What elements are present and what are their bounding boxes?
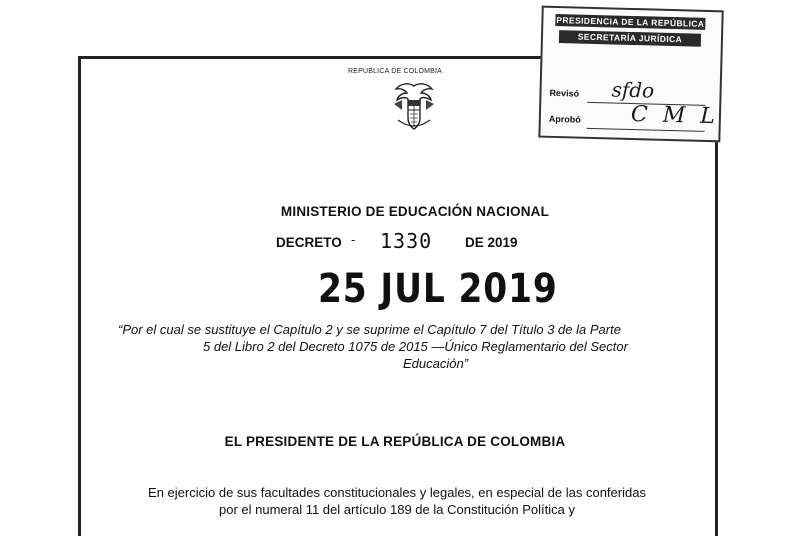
subtitle-line: Educación” — [403, 356, 469, 371]
stamp-header-line1: PRESIDENCIA DE LA REPÚBLICA — [556, 14, 705, 29]
stamp-revision-label: Revisó — [549, 87, 580, 99]
decree-label: DECRETO — [276, 235, 342, 250]
stamp-revision-signature: sfdo — [611, 77, 655, 103]
decree-year: DE 2019 — [465, 235, 518, 250]
stamp-approval-signature: C M L — [630, 101, 720, 130]
stamp-header-line2: SECRETARÍA JURÍDICA — [559, 30, 701, 47]
exercise-paragraph — [132, 484, 662, 518]
subtitle-line: “Por el cual se sustituye el Capítulo 2 y se suprime el Capítulo 7 del Título 3 de la Parte — [118, 322, 621, 337]
date-stamp: 25 JUL 2019 — [318, 266, 558, 312]
issuer-heading: EL PRESIDENTE DE LA REPÚBLICA DE COLOMBIA — [224, 434, 566, 449]
stamp-approval-label: Aprobó — [548, 113, 581, 125]
country-heading: REPÚBLICA DE COLOMBIA — [347, 68, 443, 75]
decree-subtitle — [118, 321, 698, 372]
coat-of-arms-icon — [388, 80, 440, 132]
exercise-line: por el numeral 11 del artículo 189 de la Constitución Política y — [218, 502, 575, 517]
decree-number: 1330 — [380, 229, 433, 253]
page-frame-left — [78, 56, 81, 536]
ministry-heading: MINISTERIO DE EDUCACIÓN NACIONAL — [280, 204, 550, 219]
exercise-line: En ejercicio de sus facultades constitucionales y legales, en especial de las conferidas — [148, 485, 646, 500]
decree-dash: - — [351, 232, 356, 247]
subtitle-line: 5 del Libro 2 del Decreto 1075 de 2015 —Único Reglamentario del Sector — [203, 339, 628, 354]
legal-review-stamp — [538, 6, 726, 146]
